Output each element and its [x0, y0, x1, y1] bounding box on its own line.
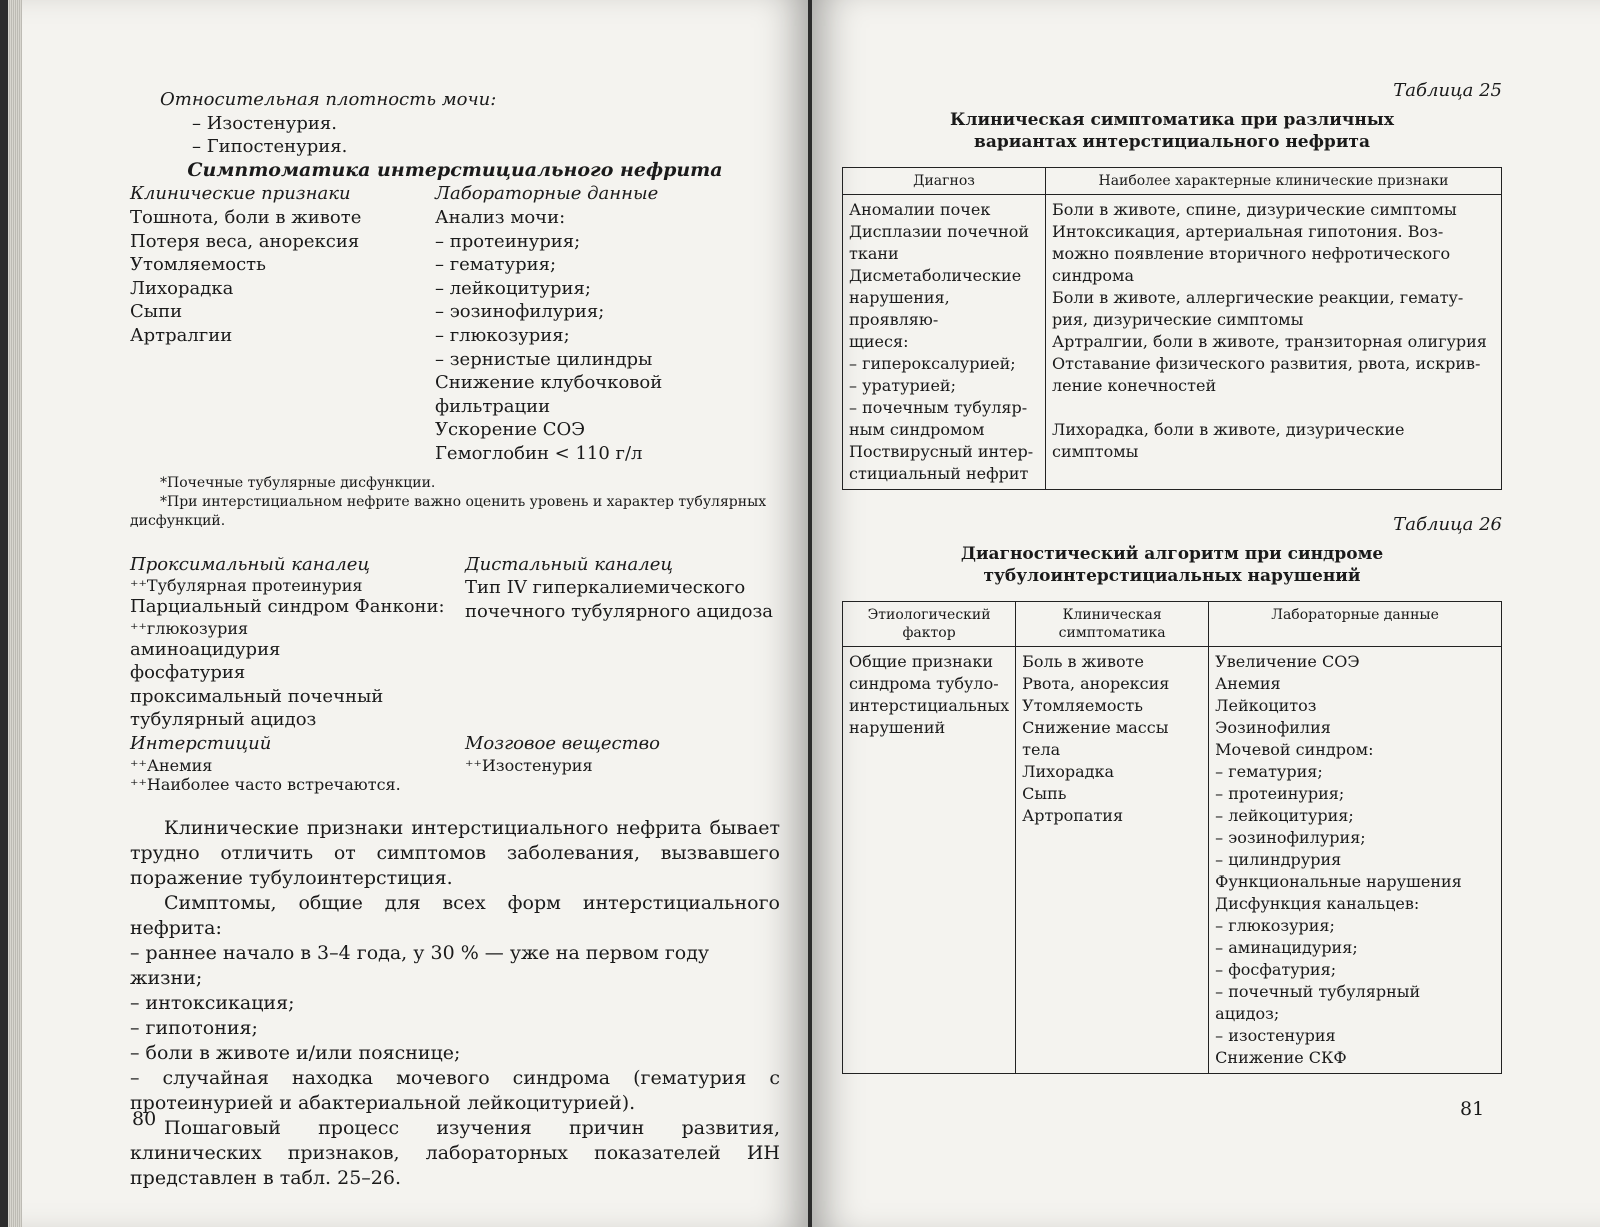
footnote-1: *Почечные тубулярные дисфункции.	[160, 474, 436, 491]
interstitium-heading: Интерстиций	[130, 733, 272, 755]
clinical-item: Артралгии	[130, 324, 233, 346]
interstitium-line: ⁺⁺Анемия	[130, 755, 213, 775]
table25-signs-line: Артралгии, боли в животе, транзиторная олигурия	[1052, 332, 1487, 351]
table25-diagnosis-cell	[843, 195, 1046, 490]
lab-heading: Лабораторные данные	[435, 183, 659, 205]
table25-diagnosis-line: – почечным тубуляр-	[849, 398, 1028, 417]
table25-diagnosis-line: Дисметаболические	[849, 266, 1022, 285]
lab-item: – гематурия;	[435, 254, 557, 276]
table26-clinical-cell	[1016, 647, 1209, 1074]
table26-clinical-line: Артропатия	[1022, 806, 1124, 825]
interstitium-columns	[130, 732, 780, 794]
table25-diagnosis-line: ткани	[849, 244, 899, 263]
table25-signs-line: Боли в животе, аллергические реакции, гемату-	[1052, 288, 1464, 307]
table26-lab-line: Дисфункция канальцев:	[1215, 894, 1420, 913]
common-symptom-item: – гипотония;	[130, 1016, 258, 1039]
table25-diagnosis-line: нарушения, проявляю-	[849, 288, 950, 329]
proximal-column	[130, 553, 465, 733]
clinical-heading: Клинические признаки	[130, 183, 351, 205]
table26-lab-line: – аминацидурия;	[1215, 938, 1358, 957]
common-symptom-item: – боли в животе и/или пояснице;	[130, 1041, 461, 1064]
table26-header-lab: Лабораторные данные	[1209, 602, 1502, 647]
table26-clinical-line: Рвота, анорексия	[1022, 674, 1170, 693]
paragraph-3: Пошаговый процесс изучения причин развития, клинических признаков, лабораторных показателей ИН представлен в табл. 25–26.	[130, 1116, 780, 1189]
clinical-item: Сыпи	[130, 301, 183, 323]
table26-lab-line: Снижение СКФ	[1215, 1048, 1347, 1067]
proximal-line: Парциальный синдром Фанкони:	[130, 596, 445, 618]
table25-diagnosis-line: Дисплазии почечной	[849, 222, 1030, 241]
table26-lab-line: – цилиндрурия	[1215, 850, 1342, 869]
symptoms-columns	[130, 182, 780, 465]
lab-item: – протеинурия;	[435, 230, 581, 252]
lab-item: Анализ мочи:	[435, 206, 566, 228]
symptoms-heading: Симптоматика интерстициального нефрита	[187, 158, 723, 181]
table25-header-diagnosis: Диагноз	[843, 168, 1046, 195]
lab-item: – глюкозурия;	[435, 324, 570, 346]
table25-diagnosis-line: – гипероксалурией;	[849, 354, 1016, 373]
table26-etiology-cell	[843, 647, 1016, 1074]
common-symptom-item: – раннее начало в 3–4 года, у 30 % — уже на первом году жизни;	[130, 941, 710, 989]
lab-item: – зернистые цилиндры	[435, 348, 653, 370]
table25-label: Таблица 25	[1393, 80, 1502, 101]
table26-clinical-line: Утомляемость	[1022, 696, 1143, 715]
table26-lab-line: – изостенурия	[1215, 1026, 1336, 1045]
lab-item: – лейкоцитурия;	[435, 277, 591, 299]
table26-clinical-line: Боль в животе	[1022, 652, 1144, 671]
paragraph-2: Симптомы, общие для всех форм интерстициального нефрита:	[130, 891, 780, 939]
left-page	[8, 0, 808, 1227]
table26-title: Диагностический алгоритм при синдроме тубулоинтерстициальных нарушений	[960, 544, 1384, 586]
table26	[842, 601, 1502, 1074]
table26-lab-line: – почечный тубулярный	[1215, 982, 1421, 1001]
table25-signs-line: Интоксикация, артериальная гипотония. Воз-	[1052, 222, 1444, 241]
table26-etiology-line: интерстициальных	[849, 696, 1010, 715]
table25-diagnosis-line: ным синдромом	[849, 420, 985, 439]
table25-title: Клиническая симптоматика при различных вариантах интерстициального нефрита	[950, 110, 1394, 152]
proximal-line: аминоацидурия	[130, 638, 281, 660]
table26-lab-line: Эозинофилия	[1215, 718, 1331, 737]
table26-clinical-line: Лихорадка	[1022, 762, 1114, 781]
lab-item: Снижение клубочковой фильтрации	[435, 372, 663, 417]
table25-signs-line: Лихорадка, боли в животе, дизурические симптомы	[1052, 420, 1405, 461]
lab-column	[435, 182, 780, 465]
table25-signs-line: ление конечностей	[1052, 376, 1217, 395]
page-number-right: 81	[1460, 1098, 1485, 1120]
clinical-item: Потеря веса, анорексия	[130, 230, 360, 252]
lab-item: Ускорение СОЭ	[435, 419, 586, 441]
proximal-heading: Проксимальный каналец	[130, 553, 370, 575]
common-symptom-item: – интоксикация;	[130, 991, 295, 1014]
table25-signs-line: синдрома	[1052, 266, 1134, 285]
table26-clinical-line: Сыпь	[1022, 784, 1067, 803]
clinical-column	[130, 182, 435, 465]
table26-header-clinical: Клиническая симптоматика	[1016, 602, 1209, 647]
clinical-item: Утомляемость	[130, 254, 266, 276]
clinical-item: Тошнота, боли в животе	[130, 206, 362, 228]
table26-lab-line: Функциональные нарушения	[1215, 872, 1462, 891]
proximal-line: ⁺⁺глюкозурия	[130, 618, 249, 638]
distal-heading: Дистальный каналец	[465, 553, 673, 575]
tubule-columns	[130, 553, 780, 733]
proximal-line: ⁺⁺Тубулярная протеинурия	[130, 576, 363, 596]
table26-lab-line: – лейкоцитурия;	[1215, 806, 1354, 825]
table26-lab-line: – глюкозурия;	[1215, 916, 1335, 935]
right-page-body	[842, 80, 1502, 1074]
distal-line: почечного тубулярного ацидоза	[465, 600, 773, 622]
table26-lab-line: – фосфатурия;	[1215, 960, 1337, 979]
right-page	[812, 0, 1600, 1227]
table25-diagnosis-line: – уратурией;	[849, 376, 956, 395]
table26-lab-line: Увеличение СОЭ	[1215, 652, 1360, 671]
proximal-line: фосфатурия	[130, 662, 246, 684]
lab-item: – эозинофилурия;	[435, 301, 605, 323]
table26-lab-line: – протеинурия;	[1215, 784, 1345, 803]
table25-signs-line: Боли в животе, спине, дизурические симптомы	[1052, 200, 1457, 219]
table25-signs-line	[1052, 397, 1495, 419]
proximal-line: тубулярный ацидоз	[130, 709, 317, 731]
table26-etiology-line: Общие признаки	[849, 652, 994, 671]
table25-signs-line: рия, дизурические симптомы	[1052, 310, 1304, 329]
table26-etiology-line: синдрома тубуло-	[849, 674, 999, 693]
table26-lab-cell	[1209, 647, 1502, 1074]
paragraph-1: Клинические признаки интерстициального нефрита бывает трудно отличить от симптомов заболевания, вызвавшего поражение тубулоинтерстиция.	[130, 816, 780, 889]
page-edges	[8, 0, 22, 1227]
page-number-left: 80	[132, 1108, 157, 1130]
table25-diagnosis-line: стициальный нефрит	[849, 464, 1029, 483]
table25-diagnosis-line: Поствирусный интер-	[849, 442, 1034, 461]
common-symptoms-list	[130, 941, 780, 1116]
medulla-heading: Мозговое вещество	[465, 733, 660, 755]
table25-signs-line: Отставание физического развития, рвота, искрив-	[1052, 354, 1481, 373]
medulla-line: ⁺⁺Изостенурия	[465, 755, 593, 775]
density-heading: Относительная плотность мочи:	[160, 89, 497, 110]
density-item-2: – Гипостенурия.	[192, 136, 348, 158]
table25-diagnosis-line: щиеся:	[849, 332, 909, 351]
table25	[842, 167, 1502, 490]
table26-lab-line: – гематурия;	[1215, 762, 1323, 781]
left-page-body	[130, 88, 780, 1191]
footnote-3: ⁺⁺Наиболее часто встречаются.	[130, 774, 401, 794]
table26-lab-line: Анемия	[1215, 674, 1281, 693]
table26-lab-line: – эозинофилурия;	[1215, 828, 1366, 847]
table25-signs-line: можно появление вторичного нефротического	[1052, 244, 1451, 263]
proximal-line: проксимальный почечный	[130, 685, 384, 707]
lab-item: Гемоглобин < 110 г/л	[435, 442, 643, 464]
density-item-1: – Изостенурия.	[192, 112, 337, 134]
table26-header-etiology: Этиологический фактор	[843, 602, 1016, 647]
table26-lab-line: ацидоз;	[1215, 1004, 1280, 1023]
table25-signs-cell	[1046, 195, 1502, 490]
table25-diagnosis-line: Аномалии почек	[849, 200, 991, 219]
table26-lab-line: Мочевой синдром:	[1215, 740, 1374, 759]
clinical-item: Лихорадка	[130, 277, 234, 299]
distal-line: Тип IV гиперкалиемического	[465, 577, 746, 599]
table26-clinical-line: Снижение массы тела	[1022, 718, 1169, 759]
common-symptom-item: – случайная находка мочевого синдрома (гематурия с протеинурией и абактериальной лейкоцитурией).	[130, 1066, 780, 1114]
footnote-2: *При интерстициальном нефрите важно оценить уровень и характер тубулярных дисфункций.	[130, 493, 767, 529]
table25-header-signs: Наиболее характерные клинические признаки	[1046, 168, 1502, 195]
table26-etiology-line: нарушений	[849, 718, 946, 737]
distal-column	[465, 553, 780, 733]
table26-label: Таблица 26	[1393, 514, 1502, 535]
table26-lab-line: Лейкоцитоз	[1215, 696, 1317, 715]
